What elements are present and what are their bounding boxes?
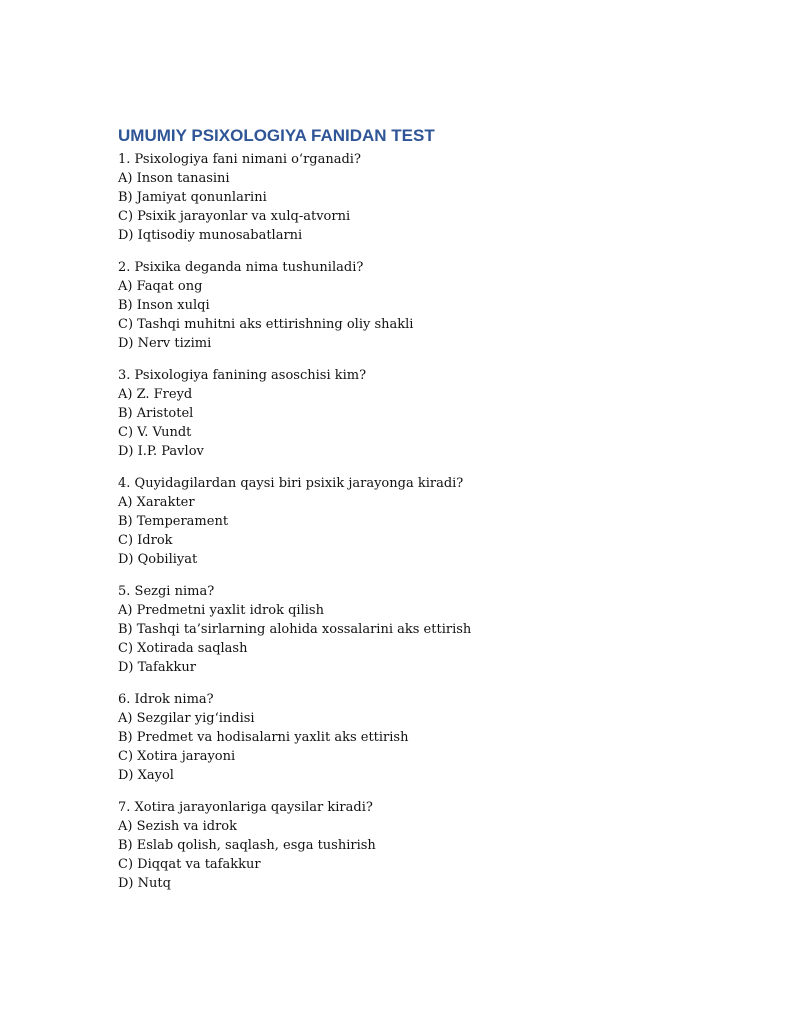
option-b: B) Eslab qolish, saqlash, esga tushirish (118, 838, 376, 853)
option-b: B) Inson xulqi (118, 298, 210, 313)
document-content (118, 124, 718, 906)
option-d: D) Qobiliyat (118, 552, 198, 567)
option-d: D) Nerv tizimi (118, 336, 212, 351)
question-text: 3. Psixologiya fanining asoschisi kim? (118, 368, 367, 383)
question-5 (118, 582, 718, 677)
question-text: 6. Idrok nima? (118, 692, 214, 707)
option-a: A) Sezgilar yig‘indisi (118, 711, 255, 726)
question-text: 5. Sezgi nima? (118, 584, 215, 599)
question-6 (118, 690, 718, 785)
option-c: C) Xotira jarayoni (118, 749, 236, 764)
option-a: A) Faqat ong (118, 279, 203, 294)
option-d: D) Iqtisodiy munosabatlarni (118, 228, 303, 243)
option-a: A) Predmetni yaxlit idrok qilish (118, 603, 324, 618)
option-c: C) Psixik jarayonlar va xulq-atvorni (118, 209, 351, 224)
question-1 (118, 150, 718, 245)
option-d: D) Nutq (118, 876, 171, 891)
question-text: 1. Psixologiya fani nimani o‘rganadi? (118, 152, 361, 167)
option-b: B) Temperament (118, 514, 229, 529)
option-d: D) Xayol (118, 768, 174, 783)
question-text: 7. Xotira jarayonlariga qaysilar kiradi? (118, 800, 373, 815)
option-a: A) Inson tanasini (118, 171, 230, 186)
option-b: B) Aristotel (118, 406, 194, 421)
option-c: C) Xotirada saqlash (118, 641, 248, 656)
option-c: C) Tashqi muhitni aks ettirishning oliy shakli (118, 317, 414, 332)
option-b: B) Jamiyat qonunlarini (118, 190, 267, 205)
question-7 (118, 798, 718, 893)
document-title: UMUMIY PSIXOLOGIYA FANIDAN TEST (118, 126, 435, 145)
question-text: 2. Psixika deganda nima tushuniladi? (118, 260, 364, 275)
option-b: B) Tashqi ta’sirlarning alohida xossalarini aks ettirish (118, 622, 472, 637)
question-2 (118, 258, 718, 353)
option-c: C) Diqqat va tafakkur (118, 857, 261, 872)
option-d: D) Tafakkur (118, 660, 196, 675)
option-b: B) Predmet va hodisalarni yaxlit aks ettirish (118, 730, 409, 745)
option-d: D) I.P. Pavlov (118, 444, 204, 459)
option-a: A) Xarakter (118, 495, 195, 510)
option-c: C) V. Vundt (118, 425, 192, 440)
option-a: A) Sezish va idrok (118, 819, 237, 834)
option-a: A) Z. Freyd (118, 387, 193, 402)
question-3 (118, 366, 718, 461)
question-text: 4. Quyidagilardan qaysi biri psixik jarayonga kiradi? (118, 476, 464, 491)
option-c: C) Idrok (118, 533, 173, 548)
question-4 (118, 474, 718, 569)
